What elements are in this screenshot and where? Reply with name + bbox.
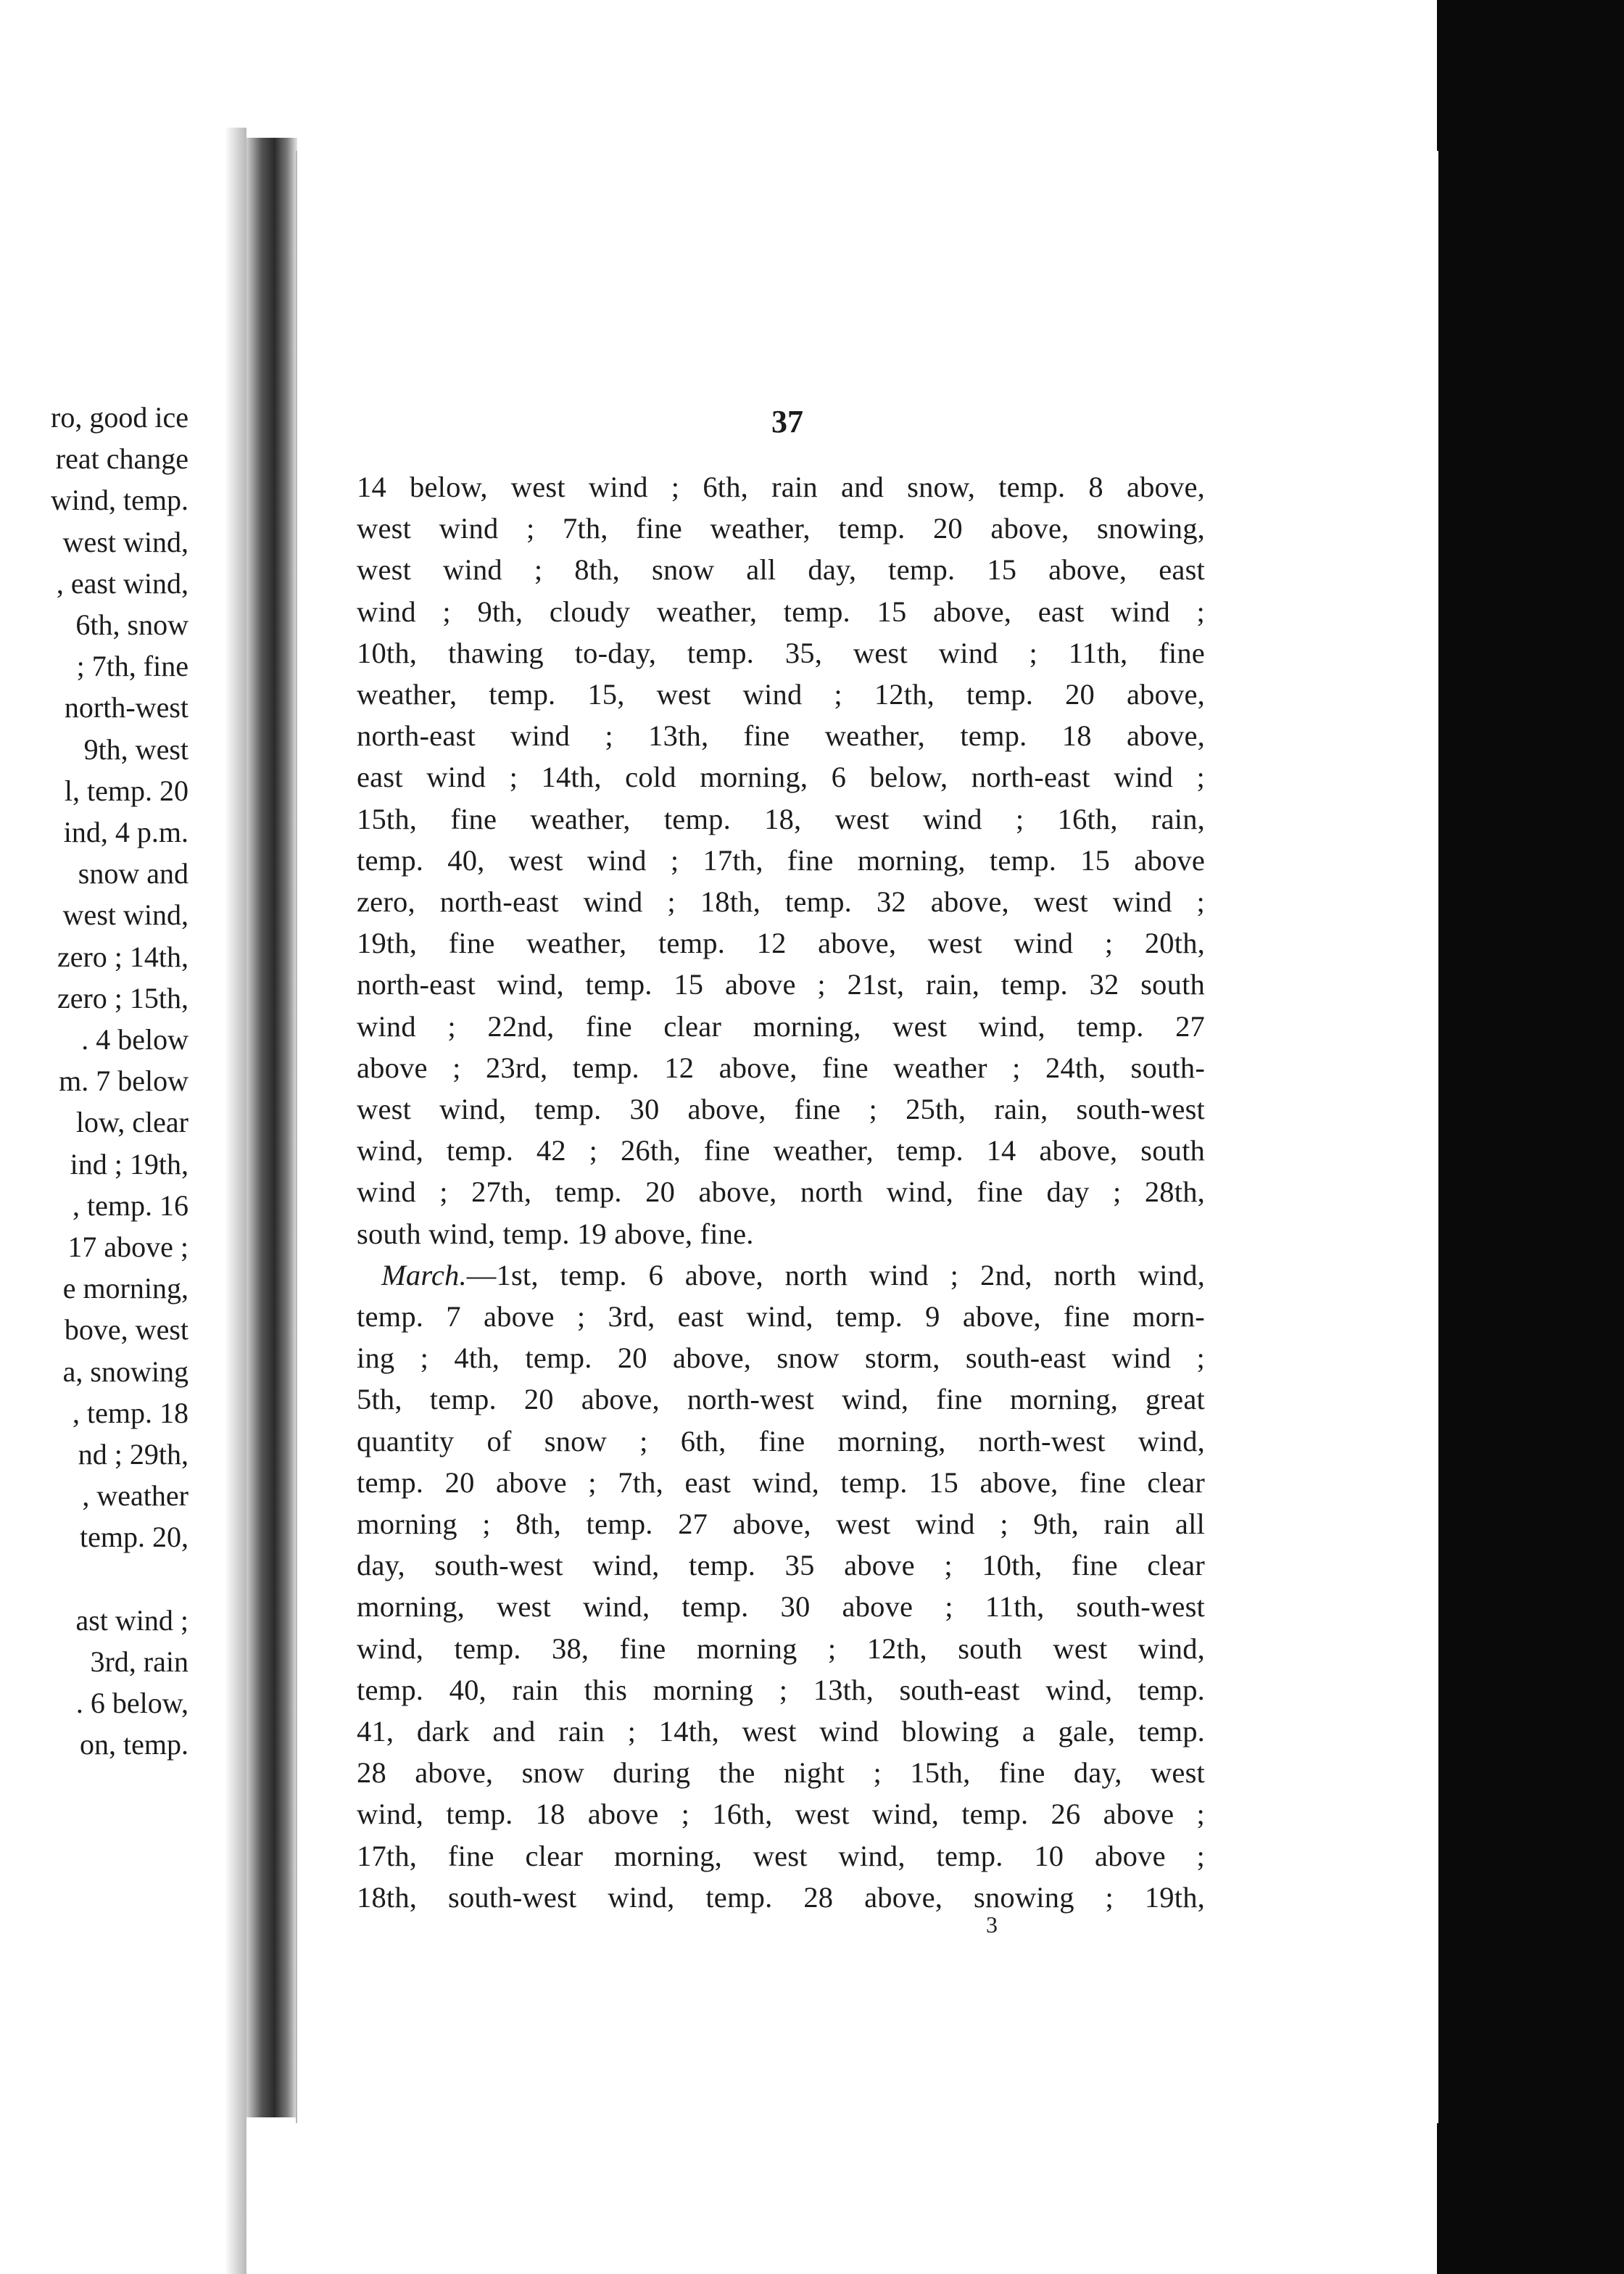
march-paragraph-first-line xyxy=(357,1258,1205,1292)
previous-page-line: l, temp. 20 xyxy=(64,774,188,807)
previous-page-line: , weather xyxy=(82,1479,188,1513)
previous-page-line: ind, 4 p.m. xyxy=(63,816,188,848)
previous-page-line: zero ; 15th, xyxy=(57,981,188,1014)
text-line: temp. 20 above ; 7th, east wind, temp. 15 above, fine clear xyxy=(357,1465,1205,1499)
previous-page-shadow xyxy=(225,128,246,2274)
text-line: above ; 23rd, temp. 12 above, fine weather ; 24th, south- xyxy=(357,1051,1205,1084)
march-first-line-text: —1st, temp. 6 above, north wind ; 2nd, north wind, xyxy=(466,1258,1205,1291)
text-line: quantity of snow ; 6th, fine morning, north-west wind, xyxy=(357,1424,1205,1458)
text-line: wind ; 22nd, fine clear morning, west wind, temp. 27 xyxy=(357,1009,1205,1043)
previous-page-line: north-west xyxy=(64,691,188,724)
text-line: morning ; 8th, temp. 27 above, west wind ; 9th, rain all xyxy=(357,1508,1205,1540)
text-line: zero, north-east wind ; 18th, temp. 32 above, west wind ; xyxy=(357,885,1205,918)
text-line: 17th, fine clear morning, west wind, temp. 10 above ; xyxy=(357,1839,1205,1872)
previous-page-line: ast wind ; xyxy=(75,1603,188,1637)
previous-page-line: , east wind, xyxy=(56,566,188,600)
text-line: temp. 40, rain this morning ; 13th, south-east wind, temp. xyxy=(357,1673,1205,1706)
text-line: 5th, temp. 20 above, north-west wind, fine morning, great xyxy=(357,1383,1205,1416)
previous-page-line: , temp. 16 xyxy=(72,1188,188,1222)
text-line: ing ; 4th, temp. 20 above, snow storm, south-east wind ; xyxy=(357,1341,1205,1375)
text-line: east wind ; 14th, cold morning, 6 below, north-east wind ; xyxy=(357,761,1205,794)
previous-page-line: 3rd, rain xyxy=(90,1645,188,1678)
previous-page-line: . 4 below xyxy=(81,1023,188,1056)
previous-page-line: reat change xyxy=(55,442,188,476)
text-line: wind, temp. 18 above ; 16th, west wind, temp. 26 above ; xyxy=(357,1798,1205,1831)
text-line: 18th, south-west wind, temp. 28 above, snowing ; 19th, xyxy=(357,1880,1205,1914)
text-line: west wind, temp. 30 above, fine ; 25th, rain, south-west xyxy=(357,1093,1205,1125)
text-line: west wind ; 7th, fine weather, temp. 20 above, snowing, xyxy=(357,512,1205,545)
previous-page-line: west wind, xyxy=(62,898,188,932)
text-line: wind ; 27th, temp. 20 above, north wind, fine day ; 28th, xyxy=(357,1175,1205,1209)
text-line: wind, temp. 42 ; 26th, fine weather, temp. 14 above, south xyxy=(357,1134,1205,1167)
text-line: north-east wind, temp. 15 above ; 21st, rain, temp. 32 south xyxy=(357,968,1205,1001)
text-line: 41, dark and rain ; 14th, west wind blowing a gale, temp. xyxy=(357,1715,1205,1748)
previous-page-line: ; 7th, fine xyxy=(76,650,188,683)
text-line: morning, west wind, temp. 30 above ; 11th, south-west xyxy=(357,1590,1205,1624)
previous-page-line: , temp. 18 xyxy=(72,1396,188,1429)
previous-page-line: nd ; 29th, xyxy=(78,1438,188,1471)
text-line: 15th, fine weather, temp. 18, west wind ; 16th, rain, xyxy=(357,802,1205,835)
previous-page-line: snow and xyxy=(78,857,188,890)
previous-page-line: 6th, snow xyxy=(75,608,188,641)
previous-page-line: m. 7 below xyxy=(59,1064,188,1098)
text-line: temp. 40, west wind ; 17th, fine morning, temp. 15 above xyxy=(357,843,1205,877)
previous-page-line: 9th, west xyxy=(83,732,188,766)
text-line: 19th, fine weather, temp. 12 above, west wind ; 20th, xyxy=(357,927,1205,960)
previous-page-line: 17 above ; xyxy=(67,1231,188,1263)
previous-page-line: west wind, xyxy=(62,525,188,558)
text-line: north-east wind ; 13th, fine weather, temp. 18 above, xyxy=(357,719,1205,753)
previous-page-line: on, temp. xyxy=(80,1728,188,1761)
text-line: south wind, temp. 19 above, fine. xyxy=(357,1217,754,1250)
text-line: 14 below, west wind ; 6th, rain and snow, temp. 8 above, xyxy=(357,471,1205,503)
book-gutter xyxy=(246,138,297,2117)
text-line: 10th, thawing to-day, temp. 35, west wind ; 11th, fine xyxy=(357,636,1205,669)
previous-page-line: . 6 below, xyxy=(75,1687,188,1720)
previous-page-line: temp. 20, xyxy=(80,1521,188,1554)
previous-page-line: bove, west xyxy=(64,1313,188,1347)
text-line: day, south-west wind, temp. 35 above ; 10th, fine clear xyxy=(357,1549,1205,1582)
previous-page-line: e morning, xyxy=(62,1272,188,1305)
signature-mark: 3 xyxy=(986,1911,998,1938)
previous-page-line: ind ; 19th, xyxy=(70,1147,188,1181)
previous-page-line: ro, good ice xyxy=(51,401,188,434)
text-line: weather, temp. 15, west wind ; 12th, temp. 20 above, xyxy=(357,678,1205,711)
month-label: March. xyxy=(381,1258,467,1291)
text-line: temp. 7 above ; 3rd, east wind, temp. 9 above, fine morn- xyxy=(357,1300,1205,1333)
scan-background-right xyxy=(1437,0,1624,2274)
previous-page xyxy=(0,128,246,2274)
text-line: wind, temp. 38, fine morning ; 12th, south west wind, xyxy=(357,1632,1205,1665)
previous-page-line: zero ; 14th, xyxy=(57,940,188,973)
text-line: west wind ; 8th, snow all day, temp. 15 above, east xyxy=(357,553,1205,587)
previous-page-line: low, clear xyxy=(75,1106,188,1139)
previous-page-line: wind, temp. xyxy=(51,484,188,517)
text-line: wind ; 9th, cloudy weather, temp. 15 above, east wind ; xyxy=(357,595,1205,628)
text-line: 28 above, snow during the night ; 15th, fine day, west xyxy=(357,1756,1205,1790)
page-number: 37 xyxy=(771,404,803,439)
previous-page-line: a, snowing xyxy=(62,1355,188,1388)
